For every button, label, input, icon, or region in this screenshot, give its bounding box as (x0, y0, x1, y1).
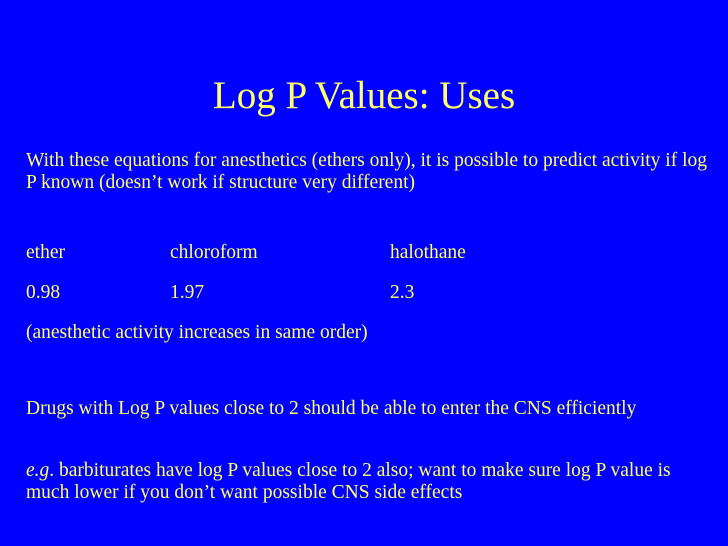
logp-value-halothane: 2.3 (390, 282, 415, 303)
compound-name-ether: ether (26, 242, 65, 263)
cns-paragraph: Drugs with Log P values close to 2 should be able to enter the CNS efficiently (26, 398, 637, 419)
order-note: (anesthetic activity increases in same order) (26, 322, 368, 343)
logp-values-row (26, 282, 716, 304)
compound-names-row (26, 242, 716, 264)
example-text: . barbiturates have log P values close to 2 also; want to make sure log P value is much lower if you don’t want possible CNS side effects (26, 460, 671, 503)
example-prefix: e.g (26, 460, 50, 481)
logp-value-chloroform: 1.97 (170, 282, 205, 303)
slide-title: Log P Values: Uses (212, 74, 516, 117)
compound-name-chloroform: chloroform (170, 242, 258, 263)
compound-name-halothane: halothane (390, 242, 466, 263)
example-paragraph (26, 460, 716, 504)
logp-value-ether: 0.98 (26, 282, 61, 303)
intro-paragraph: With these equations for anesthetics (ethers only), it is possible to predict activity if log P known (doesn’t work if structure very different) (26, 150, 708, 193)
